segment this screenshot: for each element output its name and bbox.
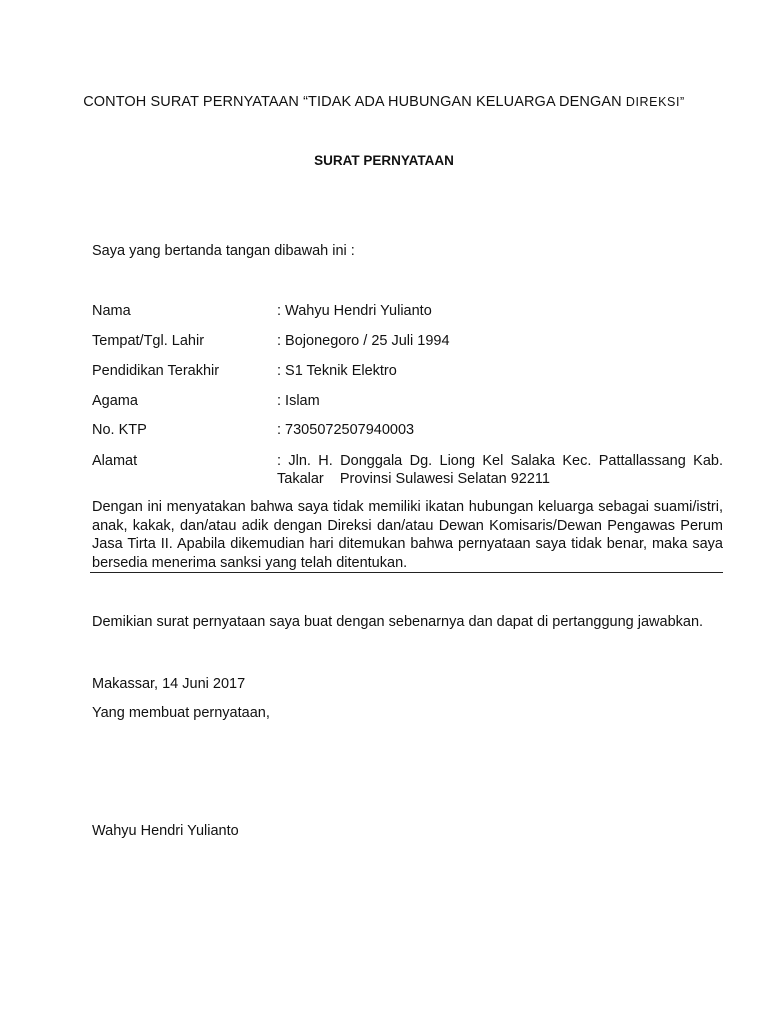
field-value-tempat-tgl-lahir: : Bojonegoro / 25 Juli 1994 [277,333,450,349]
document-title-tail: DIREKSI” [625,95,685,109]
address-line-2: Takalar Provinsi Sulawesi Selatan 92211 [277,471,550,487]
closing-text: Demikian surat pernyataan saya buat dengan sebenarnya dan dapat di pertanggung jawabkan. [92,614,704,630]
signer-caption: Yang membuat pernyataan, [92,705,270,721]
statement-paragraph: Dengan ini menyatakan bahwa saya tidak memiliki ikatan hubungan keluarga sebagai suami/istri, anak, kakak, dan/atau adik dengan Direksi dan/atau Dewan Komisaris/Dewan Pengawas Perum Jasa Tirta II. Apabila dikemudian hari ditemukan bahwa pernyataan saya tidak benar, maka saya bersedia menerima sanksi yang telah ditentukan. [92,499,723,571]
field-value-agama: : Islam [277,393,320,409]
field-value-pendidikan: : S1 Teknik Elektro [277,363,397,379]
document-title [0,93,768,111]
field-label-tempat-tgl-lahir: Tempat/Tgl. Lahir [92,333,205,349]
intro-text: Saya yang bertanda tangan dibawah ini : [92,243,355,259]
place-date: Makassar, 14 Juni 2017 [92,676,246,692]
divider-line [90,572,723,573]
address-line-1: : Jln. H. Donggala Dg. Liong Kel Salaka Kec. Pattallassang Kab. [277,453,723,469]
field-value-ktp: : 7305072507940003 [277,422,415,438]
field-label-nama: Nama [92,303,131,319]
letter-heading: SURAT PERNYATAAN [314,153,454,168]
document-title-main: CONTOH SURAT PERNYATAAN “TIDAK ADA HUBUNGAN KELUARGA DENGAN [83,94,626,110]
field-label-ktp: No. KTP [92,422,147,438]
signer-name: Wahyu Hendri Yulianto [92,823,239,839]
field-value-alamat [277,452,723,488]
field-value-nama: : Wahyu Hendri Yulianto [277,303,432,319]
field-label-alamat: Alamat [92,453,138,469]
field-label-pendidikan: Pendidikan Terakhir [92,363,220,379]
field-label-agama: Agama [92,393,138,409]
